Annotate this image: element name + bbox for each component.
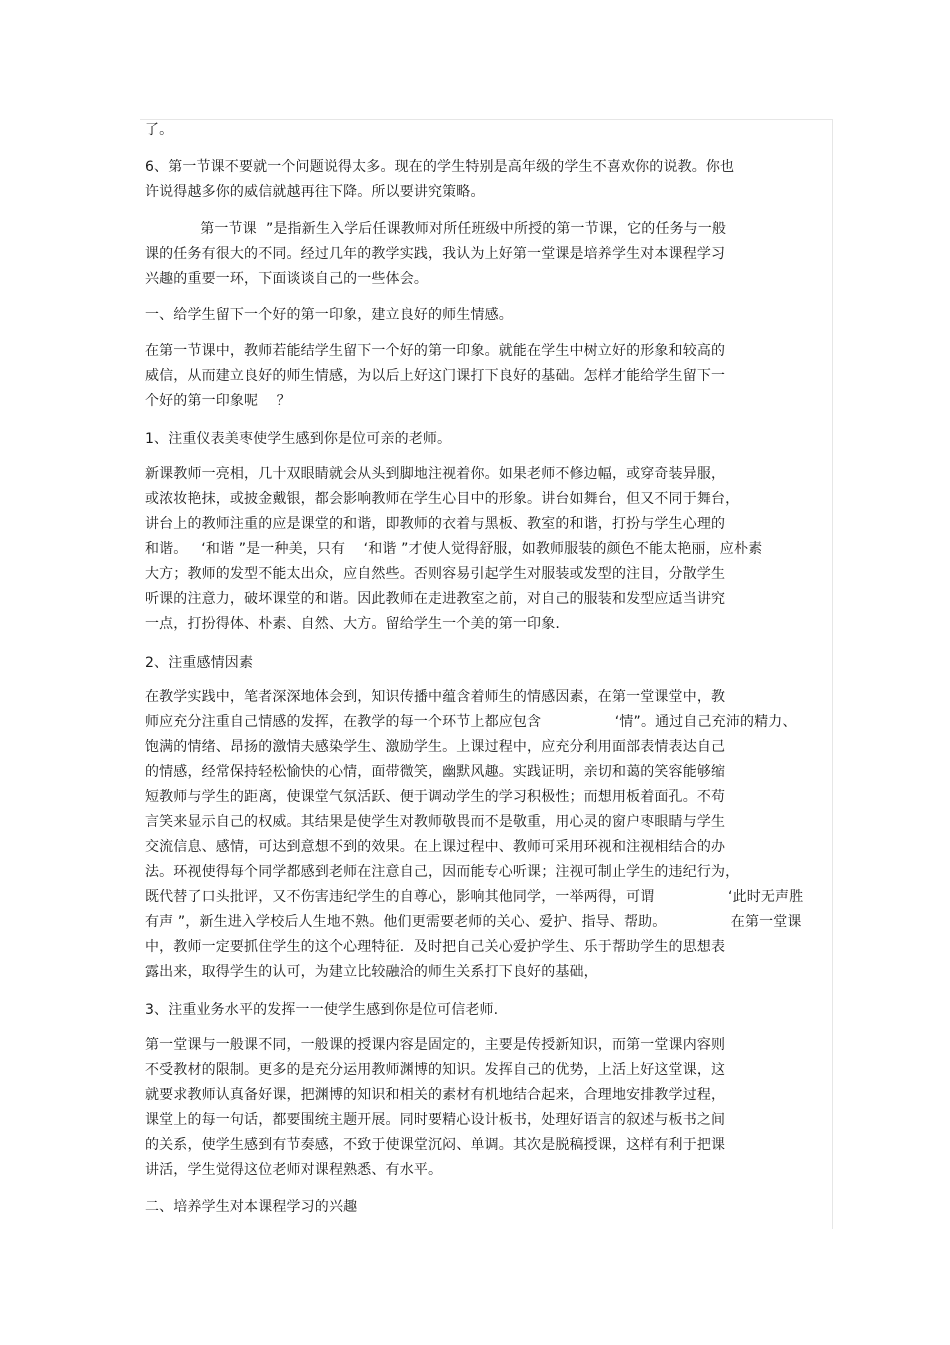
text-line: 交流信息、感情，可达到意想不到的效果。在上课过程中、教师可采用环视和注视相结合的办: [145, 839, 726, 855]
page-border-top: [140, 119, 833, 120]
text-line: 言笑来显示自己的权威。其结果是使学生对教师敬畏而不是敬重，用心灵的窗户枣眼睛与学生: [145, 814, 726, 830]
text-line: 中，教师一定要抓住学生的这个心理特征．及时把自己关心爱护学生、乐于帮助学生的思想表: [145, 939, 726, 955]
page-border-right: [832, 119, 833, 1229]
text-line: 了。: [145, 122, 174, 138]
text-line: 师应充分注重自己情感的发挥，在教学的每一个环节上都应包含 ‘情”。通过自己充沛的精力、: [145, 714, 797, 730]
text-line: 第一节课 ”是指新生入学后任课教师对所任班级中所授的第一节课，它的任务与一般: [145, 221, 727, 237]
text-line: 的关系，使学生感到有节奏感，不致于使课堂沉闷、单调。其次是脱稿授课，这样有利于把课: [145, 1137, 726, 1153]
text-line: 饱满的情绪、昂扬的激情夫感染学生、激励学生。上课过程中，应充分利用面部表情表达自己: [145, 739, 726, 755]
section-heading: 二、培养学生对本课程学习的兴趣: [145, 1199, 358, 1215]
text-line: 个好的第一印象呢 ？: [145, 393, 291, 409]
subsection-heading: 1、注重仪表美枣使学生感到你是位可亲的老师。: [145, 431, 452, 447]
text-line: 讲台上的教师注重的应是课堂的和谐，即教师的衣着与黑板、教室的和谐，打扮与学生心理的: [145, 516, 726, 532]
text-line: 短教师与学生的距离，使课堂气氛活跃、便于调动学生的学习积极性；而想用板着面孔。不苟: [145, 789, 726, 805]
text-line: 有声 ”，新生进入学校后人生地不熟。他们更需要老师的关心、爱护、指导、帮助。 在第一堂课: [145, 914, 802, 930]
text-line: 兴趣的重要一环，下面谈谈自己的一些体会。: [145, 271, 428, 287]
text-line: 许说得越多你的威信就越再往下降。所以要讲究策略。: [145, 184, 485, 200]
text-line: 在第一节课中，教师若能结学生留下一个好的第一印象。就能在学生中树立好的形象和较高的: [145, 343, 726, 359]
text-line: 大方；教师的发型不能太出众，应自然些。否则容易引起学生对服装或发型的注目，分散学生: [145, 566, 726, 582]
text-line: 在教学实践中，笔者深深地体会到，知识传播中蕴含着师生的情感因素，在第一堂课堂中，教: [145, 689, 726, 705]
text-line: 的情感，经常保持轻松愉快的心情，面带微笑，幽默风趣。实践证明，亲切和蔼的笑容能够缩: [145, 764, 726, 780]
text-line: 和谐。 ‘和谐 ”是一种美，只有 ‘和谐 ”才使人觉得舒服，如教师服装的颜色不能太艳丽，应朴素: [145, 541, 763, 557]
subsection-heading: 3、注重业务水平的发挥一一使学生感到你是位可信老师.: [145, 1002, 499, 1018]
subsection-heading: 2、注重感情因素: [145, 655, 254, 671]
text-line: 讲活，学生觉得这位老师对课程熟悉、有水平。: [145, 1162, 443, 1178]
text-line: 新课教师一亮相，几十双眼睛就会从头到脚地注视着你。如果老师不修边幅，或穿奇装异服，: [145, 466, 726, 482]
text-line: 就要求教师认真备好课，把渊博的知识和相关的素材有机地结合起来，合理地安排教学过程，: [145, 1087, 726, 1103]
text-line: 威信，从而建立良好的师生情感，为以后上好这门课打下良好的基础。怎样才能给学生留下一: [145, 368, 726, 384]
text-line: 不受教材的限制。更多的是充分运用教师渊博的知识。发挥自己的优势，上活上好这堂课，这: [145, 1062, 726, 1078]
text-line: 听课的注意力，破坏课堂的和谐。因此教师在走进教室之前，对自己的服装和发型应适当讲究: [145, 591, 726, 607]
text-line: 露出来，取得学生的认可，为建立比较融洽的师生关系打下良好的基础，: [145, 964, 598, 980]
text-line: 法。环视使得每个同学都感到老师在注意自己，因而能专心听课；注视可制止学生的违纪行为，: [145, 864, 740, 880]
text-line: 6、第一节课不要就一个问题说得太多。现在的学生特别是高年级的学生不喜欢你的说教。你也: [145, 159, 735, 175]
text-line: 既代替了口头批评，又不伤害违纪学生的自尊心，影响其他同学，一举两得，可谓 ‘此时无声胜: [145, 889, 804, 905]
text-line: 或浓妆艳抹，或披金戴银，都会影响教师在学生心目中的形象。讲台如舞台，但又不同于舞台，: [145, 491, 740, 507]
text-line: 课的任务有很大的不同。经过几年的教学实践，我认为上好第一堂课是培养学生对本课程学习: [145, 246, 726, 262]
text-line: 第一堂课与一般课不同，一般课的授课内容是固定的，主要是传授新知识，而第一堂课内容则: [145, 1037, 726, 1053]
section-heading: 一、给学生留下一个好的第一印象，建立良好的师生情感。: [145, 307, 513, 323]
text-line: 课堂上的每一句话，都要围统主题开展。同时要精心设计板书，处理好语言的叙述与板书之间: [145, 1112, 726, 1128]
text-line: 一点，打扮得体、朴素、自然、大方。留给学生一个美的第一印象.: [145, 616, 560, 632]
